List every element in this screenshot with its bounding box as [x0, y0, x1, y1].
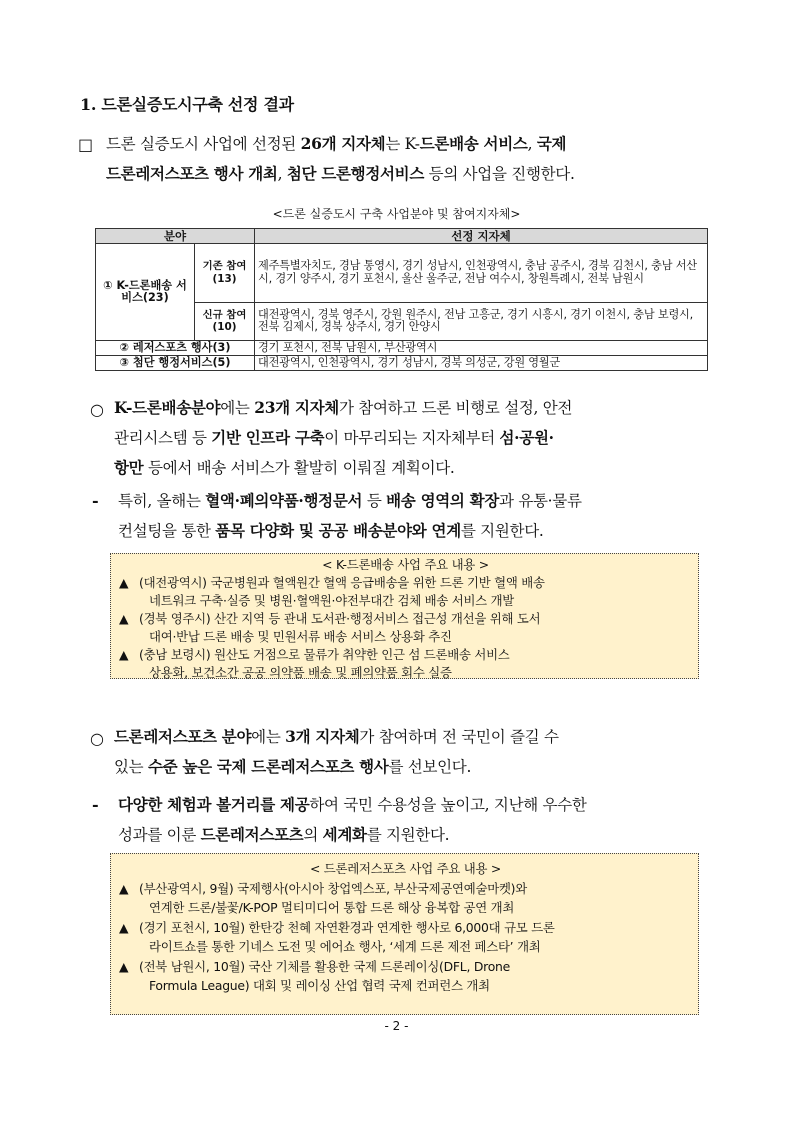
table-header-cities: 선정 지자체: [255, 229, 708, 244]
box-item-text: [139, 574, 692, 610]
box-item-text: [139, 918, 692, 957]
box-item-line: (전북 남원시, 10월) 국산 기체를 활용한 국제 드론레이싱(DFL, Drone: [139, 958, 511, 974]
leisure-bullet: ○: [90, 729, 104, 748]
triangle-icon: ▲: [119, 575, 129, 590]
text-run: ,: [277, 165, 287, 183]
box-item: [119, 574, 692, 610]
text-run: 를 지원한다.: [460, 522, 544, 540]
box-item-line: 상용화, 보건소간 공공 의약품 배송 및 폐의약품 회수 실증: [149, 665, 452, 680]
leisure-paragraph: [114, 722, 559, 782]
paragraph-line: [118, 790, 587, 820]
text-run: 드론 실증도시 사업에 선정된: [106, 135, 301, 153]
bold-text: 세계화: [322, 825, 367, 844]
box-item-text: [139, 646, 692, 682]
box-item-line: (충남 보령시) 원산도 거점으로 물류가 취약한 인근 섬 드론배송 서비스: [139, 647, 510, 662]
text-run: 가 참여하며 전 국민이 즐길 수: [359, 728, 559, 746]
admin-category-cell: ③ 첨단 행정서비스(5): [96, 356, 255, 371]
text-run: 를 지원한다.: [366, 826, 450, 844]
box-item-line: (부산광역시, 9월) 국제행사(아시아 창업엑스포, 부산국제공연예술마켓)와: [139, 880, 527, 896]
text-run: ,: [527, 135, 537, 153]
table-header-row: [96, 229, 708, 244]
text-run: 하여 국민 수용성을 높이고, 지난해 우수한: [309, 796, 587, 814]
box-item-line: Formula League) 대회 및 레이싱 산업 협력 국제 컨퍼런스 개최: [149, 978, 490, 993]
text-run: 등: [362, 492, 387, 510]
bold-text: 품목 다양화 및 공공 배송분야와 연계: [215, 521, 461, 540]
bold-text: 항만: [114, 458, 144, 477]
bold-text: 드론레저스포츠: [200, 825, 304, 844]
text-run: 과 유통·물류: [499, 492, 582, 510]
table-row: [96, 341, 708, 356]
bold-text: 수준 높은 국제 드론레저스포츠 행사: [147, 757, 389, 776]
leisure-cities-cell: 경기 포천시, 전북 남원시, 부산광역시: [255, 341, 708, 356]
paragraph-line: [114, 453, 572, 483]
box-item-line: (경기 포천시, 10월) 한탄강 천혜 자연환경과 연계한 행사로 6,000대 규모 드론: [139, 919, 555, 935]
text-run: 등의 사업을 진행한다.: [424, 165, 575, 183]
bold-text: 다양한 체험과 볼거리를 제공: [118, 795, 310, 814]
text-run: 의: [303, 826, 323, 844]
text-run: 등에서 배송 서비스가 활발히 이뤄질 계획이다.: [143, 459, 455, 477]
delivery-sub-paragraph: [118, 486, 582, 546]
paragraph-line: [114, 722, 559, 752]
box-item: [119, 957, 692, 996]
triangle-icon: ▲: [119, 647, 129, 662]
bold-text: 혈액·폐의약품·행정문서: [205, 491, 363, 510]
box-item-line: (대전광역시) 국군병원과 혈액원간 혈액 응급배송을 위한 드론 기반 혈액 배송: [139, 575, 545, 590]
paragraph-line: [118, 486, 582, 516]
bold-text: 드론배송 서비스: [419, 134, 528, 153]
bold-text: 26개 지자체: [300, 134, 386, 153]
paragraph-line: [118, 820, 587, 850]
leisure-sub-paragraph: [118, 790, 587, 850]
box-item-line: 라이트쇼를 통한 기네스 도전 및 에어쇼 행사, ‘세계 드론 제전 페스타’ 개최: [149, 939, 541, 954]
text-run: 를 선보인다.: [388, 758, 472, 776]
box-title: < K-드론배송 사업 주요 내용 >: [322, 557, 489, 572]
box-item-text: [139, 879, 692, 918]
text-run: 특히, 올해는: [118, 492, 206, 510]
text-run: 성과를 이룬: [118, 826, 201, 844]
paragraph-line: [106, 129, 575, 159]
box-item: [119, 918, 692, 957]
paragraph-line: [114, 423, 572, 453]
table-caption: <드론 실증도시 구축 사업분야 및 참여지자체>: [272, 207, 521, 221]
triangle-icon: ▲: [119, 958, 129, 974]
new-participation-cell: 신규 참여 (10): [195, 302, 255, 340]
admin-cities-cell: 대전광역시, 인천광역시, 경기 성남시, 경북 의성군, 강원 영월군: [255, 356, 708, 371]
text-run: 이 마무리되는 지자체부터: [324, 429, 500, 447]
text-run: 있는: [114, 758, 148, 776]
bold-text: K-드론배송분야: [114, 398, 221, 417]
box-item-text: [139, 957, 692, 996]
page-number: - 2 -: [384, 1019, 409, 1033]
triangle-icon: ▲: [119, 611, 129, 626]
text-run: 에는: [220, 399, 255, 417]
triangle-icon: ▲: [119, 919, 129, 935]
box-item-line: 연계한 드론/불꽃/K-POP 멀티미디어 통합 드론 해상 융복합 공연 개최: [149, 900, 515, 915]
paragraph-line: [118, 516, 582, 546]
paragraph-line: [114, 752, 559, 782]
triangle-icon: ▲: [119, 880, 129, 896]
delivery-highlight-box: [110, 553, 699, 679]
table-row: [96, 356, 708, 371]
box-item-line: (경북 영주시) 산간 지역 등 관내 도서관·행정서비스 접근성 개선을 위해 도서: [139, 611, 541, 626]
box-item-text: [139, 610, 692, 646]
text-run: 가 참여하고 드론 비행로 설정, 안전: [338, 399, 573, 417]
table-row: [96, 244, 708, 303]
leisure-highlight-box: [110, 853, 699, 1015]
box-title: < 드론레저스포츠 사업 주요 내용 >: [309, 861, 502, 876]
bold-text: 국제: [536, 134, 567, 153]
new-cities-cell: 대전광역시, 경북 영주시, 강원 원주시, 전남 고흥군, 경기 시흥시, 경기 이천시, 충남 보령시, 전북 김제시, 경북 상주시, 경기 안양시: [255, 302, 708, 340]
text-run: 컨설팅을 통한: [118, 522, 216, 540]
selection-table: [95, 228, 708, 371]
table-header-field: 분야: [96, 229, 255, 244]
bold-text: 배송 영역의 확장: [386, 491, 500, 510]
text-run: 관리시스템 등: [114, 429, 212, 447]
box-item: [119, 646, 692, 682]
existing-cities-cell: 제주특별자치도, 경남 통영시, 경기 성남시, 인천광역시, 충남 공주시, 경북 김천시, 충남 서산시, 경기 양주시, 경기 포천시, 울산 울주군, 전남 여수시, 창원특례시, 전북 남원시: [255, 244, 708, 303]
bold-text: 기반 인프라 구축: [211, 428, 325, 447]
bold-text: 드론레저스포츠 행사 개최: [106, 164, 278, 183]
delivery-bullet: ○: [90, 400, 104, 419]
paragraph-line: [106, 159, 575, 189]
section-title: 1. 드론실증도시구축 선정 결과: [80, 95, 294, 114]
text-run: 에는: [251, 728, 286, 746]
leisure-sub-bullet: -: [92, 795, 99, 814]
box-item: [119, 879, 692, 918]
leisure-category-cell: ② 레저스포츠 행사(3): [96, 341, 255, 356]
bold-text: 드론레저스포츠 분야: [114, 727, 252, 746]
bold-text: 3개 지자체: [285, 727, 360, 746]
box-item-line: 네트워크 구축·실증 및 병원·혈액원·야전부대간 검체 배송 서비스 개발: [149, 593, 515, 608]
intro-paragraph: [106, 129, 575, 189]
bold-text: 23개 지자체: [254, 398, 339, 417]
delivery-paragraph: [114, 393, 572, 483]
existing-participation-cell: 기존 참여 (13): [195, 244, 255, 303]
bold-text: 첨단 드론행정서비스: [286, 164, 425, 183]
paragraph-line: [114, 393, 572, 423]
box-item-line: 대여·반납 드론 배송 및 민원서류 배송 서비스 상용화 추진: [149, 629, 452, 644]
box-item: [119, 610, 692, 646]
intro-bullet: □: [78, 135, 94, 154]
delivery-sub-bullet: -: [92, 491, 99, 510]
delivery-category-cell: ① K-드론배송 서비스(23): [96, 244, 195, 341]
bold-text: 섬·공원·: [499, 428, 554, 447]
text-run: 는 K-: [385, 135, 420, 153]
